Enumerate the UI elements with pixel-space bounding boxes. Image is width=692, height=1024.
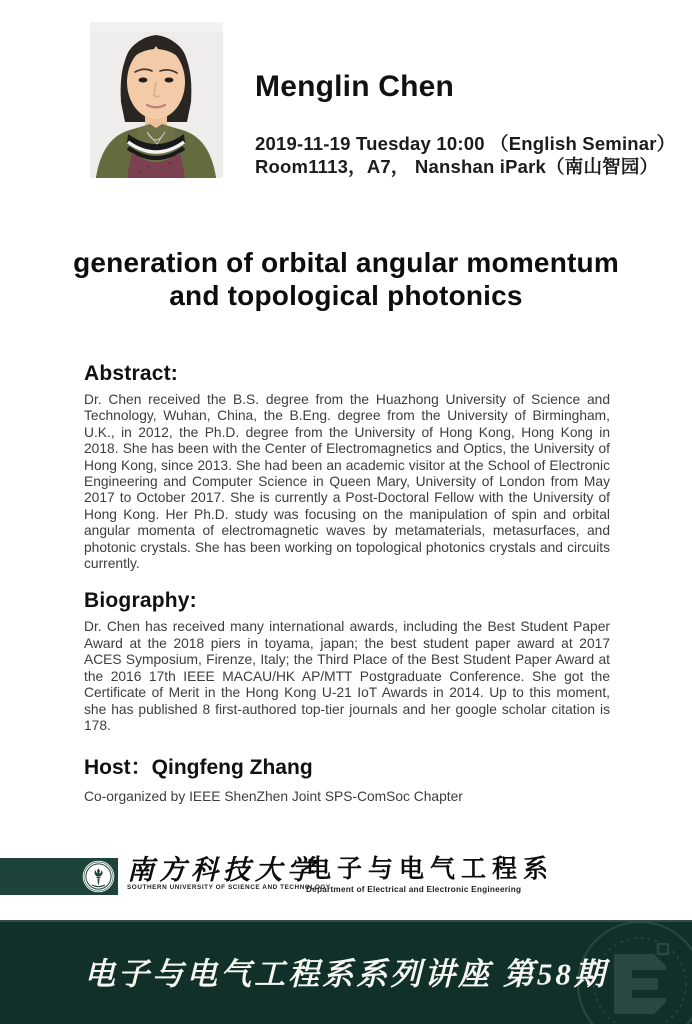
department-name-cn: 电子与电气工程系 (306, 855, 555, 883)
speaker-name: Menglin Chen (255, 70, 455, 103)
department-name-en: Department of Electrical and Electronic Engineering (306, 885, 522, 894)
host-line: Host：Qingfeng Zhang (84, 756, 313, 780)
footer-logobar (0, 855, 692, 896)
department-name-block (306, 853, 554, 894)
university-logo-box (0, 858, 118, 895)
abstract-heading: Abstract: (84, 362, 178, 385)
seminar-datetime: 2019-11-19 Tuesday 10:00 （English Seminar） (255, 133, 676, 154)
abstract-body: Dr. Chen received the B.S. degree from the Huazhong University of Science and Technology, Wuhan, China, the B.Eng. degree from the University of Birmingham, U.K., in 2012, the Ph.D. degree from the University of Hong Kong, Hong Kong in 2018. She has been with the Center of Electromagnetics and Optics, the University of Hong Kong, since 2013. She had been an academic visitor at the School of Electronic Engineering and Computer Science in Queen Mary, University of London from May 2017 to October 2017. She is currently a Post-Doctoral Fellow with the University of Hong Kong. Her Ph.D. study was focusing on the manipulation of spin and orbital angular momenta of electromagnetic waves by metamaterials, metasurfaces, and photonic crystals. She has been working on topological photonics crystals and circuits currently. (84, 392, 610, 572)
biography-body: Dr. Chen has received many international awards, including the Best Student Paper Award at the 2018 piers in toyama, japan; the best student paper award at 2017 ACES Symposium, Firenze, Italy; the Third Place of the Best Student Paper Award at the 2016 17th IEEE MACAU/HK AP/MTT Postgraduate Conference. She got the Certificate of Merit in the Hong Kong U-21 IoT Awards in 2014. Up to this moment, she has published 8 first-authored top-tier journals and her google scholar citation is 178. (84, 619, 610, 733)
speaker-photo (90, 22, 223, 178)
university-name-block (127, 854, 331, 891)
portrait-illustration (90, 22, 223, 178)
biography-heading: Biography: (84, 589, 197, 613)
series-banner-text: 电子与电气工程系系列讲座 第58期 (84, 956, 608, 992)
university-name-cn: 南方科技大学 (127, 855, 319, 885)
header-text (255, 70, 675, 178)
university-name-en: SOUTHERN UNIVERSITY OF SCIENCE AND TECHNOLOGY (127, 884, 331, 891)
university-seal-icon (82, 860, 115, 893)
series-banner (0, 920, 692, 1024)
seminar-schedule (255, 132, 675, 178)
seminar-location: Room1113，A7， Nanshan iPark（南山智园） (255, 156, 659, 177)
main-content (84, 362, 610, 804)
talk-title: generation of orbital angular momentum and topological photonics (73, 247, 619, 311)
coorganized-line: Co-organized by IEEE ShenZhen Joint SPS-ComSoc Chapter (84, 789, 463, 805)
